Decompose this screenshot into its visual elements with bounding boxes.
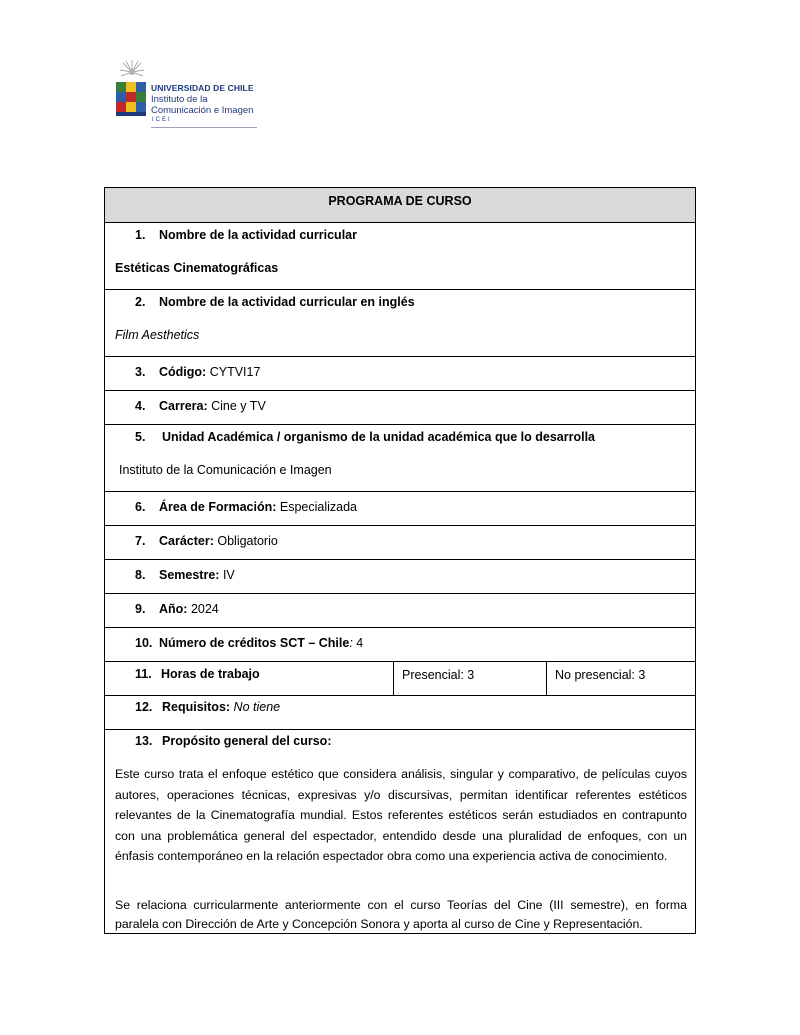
row-number: 9. bbox=[135, 602, 146, 616]
row-semester bbox=[105, 559, 695, 593]
logo-divider bbox=[151, 127, 257, 128]
row-career bbox=[105, 390, 695, 424]
logo-abbreviation: ICEI bbox=[152, 117, 172, 123]
row-course-purpose bbox=[105, 729, 695, 933]
row-number: 7. bbox=[135, 534, 146, 548]
row-label: Semestre: bbox=[159, 568, 220, 582]
row-credits bbox=[105, 627, 695, 661]
row-code bbox=[105, 356, 695, 390]
row-value: Estéticas Cinematográficas bbox=[115, 261, 279, 275]
purpose-paragraph-1: Este curso trata el enfoque estético que considera análisis, singular y comparativo, de películas cuyos autores, operaciones técnicas, expresivas y/o discursivas, permitan identificar referentes estéticos relevantes de la Cinematografía mundial. Estos referentes estéticos serán estudiados en contrapunto con una problemática general del espectador, entendido desde una pluralidad de enfoques, con un énfasis contemporáneo en la relación espectador obra como una experiencia activa de conocimiento. bbox=[115, 767, 687, 863]
row-value: Instituto de la Comunicación e Imagen bbox=[119, 463, 332, 477]
row-value: IV bbox=[222, 568, 235, 582]
row-number: 11. bbox=[135, 667, 152, 681]
row-content bbox=[159, 365, 260, 379]
row-content bbox=[159, 568, 235, 582]
row-content bbox=[159, 500, 357, 514]
row-label: Año: bbox=[159, 602, 188, 616]
logo-university-name: UNIVERSIDAD DE CHILE bbox=[151, 83, 254, 93]
row-number: 6. bbox=[135, 500, 146, 514]
row-value: No tiene bbox=[233, 700, 281, 714]
non-presencial-hours-cell: No presencial: 3 bbox=[546, 662, 695, 695]
row-activity-name-english bbox=[105, 289, 695, 356]
university-logo bbox=[112, 58, 262, 130]
row-value: Obligatorio bbox=[217, 534, 278, 548]
row-content bbox=[159, 534, 278, 548]
row-number: 8. bbox=[135, 568, 146, 582]
row-content bbox=[159, 399, 266, 413]
row-label: Carrera: bbox=[159, 399, 208, 413]
row-work-hours bbox=[105, 661, 695, 695]
row-label: Código: bbox=[159, 365, 207, 379]
row-label: Horas de trabajo bbox=[161, 667, 260, 681]
row-value: Cine y TV bbox=[211, 399, 266, 413]
row-number: 4. bbox=[135, 399, 146, 413]
row-activity-name bbox=[105, 222, 695, 289]
row-value: Film Aesthetics bbox=[115, 328, 200, 342]
row-value: 2024 bbox=[190, 602, 219, 616]
row-label: Requisitos: bbox=[162, 700, 231, 714]
row-label: Área de Formación: bbox=[159, 500, 277, 514]
row-label: Número de créditos SCT – Chile bbox=[159, 636, 350, 650]
row-value: 4 bbox=[356, 636, 364, 650]
row-number: 1. bbox=[135, 228, 146, 242]
logo-institute-line2: Comunicación e Imagen bbox=[151, 105, 254, 116]
course-program-table bbox=[104, 187, 696, 934]
row-label: Unidad Académica / organismo de la unidad académica que lo desarrolla bbox=[162, 430, 596, 444]
row-number: 3. bbox=[135, 365, 146, 379]
row-number: 12. bbox=[135, 700, 153, 714]
row-value: Especializada bbox=[279, 500, 358, 514]
row-colon: : bbox=[349, 636, 353, 650]
presencial-hours-cell: Presencial: 3 bbox=[393, 662, 546, 695]
work-hours-label-cell bbox=[105, 662, 393, 695]
row-year bbox=[105, 593, 695, 627]
row-character bbox=[105, 525, 695, 559]
row-training-area bbox=[105, 491, 695, 525]
row-content bbox=[162, 700, 280, 714]
row-label: Nombre de la actividad curricular bbox=[159, 228, 357, 242]
row-label: Nombre de la actividad curricular en inglés bbox=[159, 295, 415, 309]
row-value: CYTVI17 bbox=[209, 365, 261, 379]
row-number: 13. bbox=[135, 734, 153, 748]
row-label: Carácter: bbox=[159, 534, 214, 548]
row-number: 10. bbox=[135, 636, 153, 650]
row-content bbox=[159, 602, 219, 616]
purpose-paragraph-2: Se relaciona curricularmente anteriormente con el curso Teorías del Cine (III semestre), en forma paralela con Dirección de Arte y Concepción Sonora y aporta al curso de Cine y Representación. bbox=[115, 898, 687, 931]
row-requirements bbox=[105, 695, 695, 729]
university-emblem-icon bbox=[112, 58, 152, 126]
row-academic-unit bbox=[105, 424, 695, 491]
logo-institute-line1: Instituto de la bbox=[151, 94, 208, 105]
row-number: 2. bbox=[135, 295, 146, 309]
table-title: PROGRAMA DE CURSO bbox=[105, 188, 695, 222]
row-number: 5. bbox=[135, 430, 146, 444]
row-label: Propósito general del curso: bbox=[162, 734, 332, 748]
row-content bbox=[159, 636, 363, 650]
